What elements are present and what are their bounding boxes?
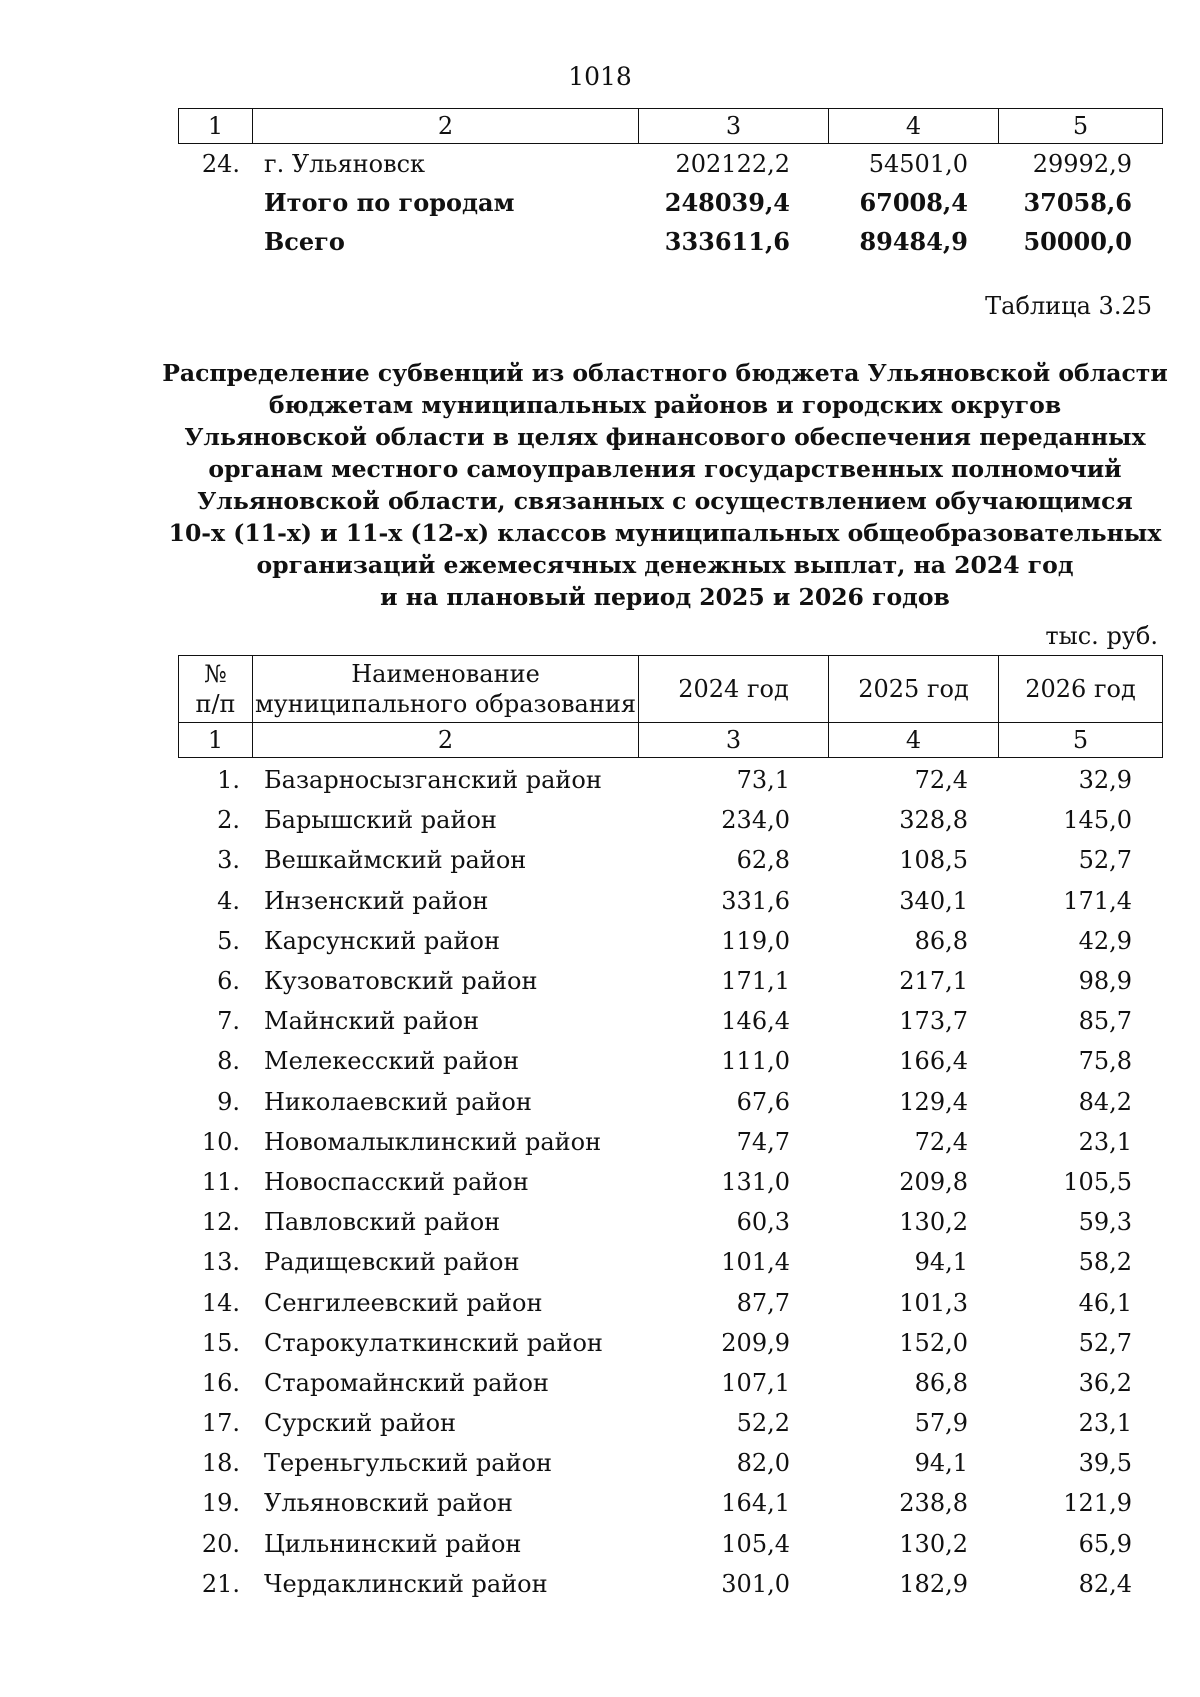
- row-name: Вешкаймский район: [264, 846, 527, 875]
- row-index: 5.: [217, 926, 240, 955]
- value-2025: 328,8: [899, 806, 968, 835]
- value-2025: 129,4: [899, 1087, 968, 1116]
- row-index: 9.: [217, 1087, 240, 1116]
- value-2026: 171,4: [1063, 886, 1132, 915]
- row-name: Старомайнский район: [264, 1368, 549, 1397]
- value-2025: 130,2: [899, 1208, 968, 1237]
- value-2026: 46,1: [1078, 1288, 1132, 1317]
- row-name: Сурский район: [264, 1409, 457, 1438]
- row-name: Всего: [264, 227, 345, 256]
- value-2026: 52,7: [1078, 1328, 1132, 1357]
- value-2026: 58,2: [1078, 1248, 1132, 1277]
- table-row: [178, 1202, 1162, 1242]
- table-row: [178, 921, 1162, 961]
- table-row: [178, 1443, 1162, 1483]
- row-name: г. Ульяновск: [264, 149, 426, 178]
- value-2025: 130,2: [899, 1529, 968, 1558]
- table-row: [178, 1162, 1162, 1202]
- value-2026: 84,2: [1078, 1087, 1132, 1116]
- value-2026: 52,7: [1078, 846, 1132, 875]
- table-row: [178, 1363, 1162, 1403]
- value-2026: 37058,6: [1023, 188, 1132, 217]
- row-index: [178, 222, 252, 261]
- col-number: 3: [639, 723, 829, 758]
- table-row: [178, 1282, 1162, 1322]
- value-2024: 82,0: [736, 1449, 790, 1478]
- value-2024: 333611,6: [664, 227, 790, 256]
- main-table-body: [178, 760, 1162, 1604]
- table-row: [178, 1403, 1162, 1443]
- row-index: 17.: [201, 1409, 240, 1438]
- header-name: [253, 656, 639, 723]
- header-2026: 2026 год: [999, 656, 1163, 723]
- row-index: 20.: [201, 1529, 240, 1558]
- value-2026: 29992,9: [1032, 149, 1132, 178]
- main-table-header-row: [179, 656, 1163, 723]
- value-2026: 23,1: [1078, 1127, 1132, 1156]
- value-2026: 50000,0: [1023, 227, 1132, 256]
- value-2025: 72,4: [914, 1127, 968, 1156]
- table-row: [178, 1483, 1162, 1523]
- value-2024: 107,1: [721, 1368, 790, 1397]
- prev-table-col-numbers: [179, 109, 1163, 144]
- main-table-header: [178, 655, 1163, 758]
- row-name: Карсунский район: [264, 926, 500, 955]
- main-table-col-numbers: [179, 723, 1163, 758]
- row-index: 24.: [201, 149, 240, 178]
- title-line: 10-х (11-х) и 11-х (12-х) классов муниципальных общеобразовательных: [168, 519, 1162, 547]
- value-2025: 166,4: [899, 1047, 968, 1076]
- prev-table-row: [178, 222, 1162, 261]
- value-2024: 101,4: [721, 1248, 790, 1277]
- header-name-line1: Наименование: [351, 660, 540, 688]
- col-number: 5: [999, 109, 1163, 144]
- value-2024: 74,7: [736, 1127, 790, 1156]
- row-index: 12.: [201, 1208, 240, 1237]
- page-number: 1018: [568, 62, 632, 91]
- value-2026: 85,7: [1078, 1007, 1132, 1036]
- col-number: 2: [253, 723, 639, 758]
- value-2024: 146,4: [721, 1007, 790, 1036]
- value-2026: 121,9: [1063, 1489, 1132, 1518]
- value-2026: 65,9: [1078, 1529, 1132, 1558]
- table-row: [178, 1524, 1162, 1564]
- value-2025: 67008,4: [859, 188, 968, 217]
- row-index: 18.: [201, 1449, 240, 1478]
- value-2024: 73,1: [736, 766, 790, 795]
- row-name: Павловский район: [264, 1208, 501, 1237]
- row-name: Николаевский район: [264, 1087, 532, 1116]
- title-line: и на плановый период 2025 и 2026 годов: [380, 583, 950, 611]
- row-index: 11.: [201, 1167, 240, 1196]
- table-row: [178, 961, 1162, 1001]
- value-2024: 131,0: [721, 1167, 790, 1196]
- table-row: [178, 1001, 1162, 1041]
- table-row: [178, 1041, 1162, 1081]
- col-number: 2: [253, 109, 639, 144]
- col-number: 5: [999, 723, 1163, 758]
- value-2025: 86,8: [914, 1368, 968, 1397]
- value-2025: 86,8: [914, 926, 968, 955]
- row-name: Чердаклинский район: [264, 1569, 548, 1598]
- col-number: 4: [829, 109, 999, 144]
- row-name: Базарносызганский район: [264, 766, 602, 795]
- col-number: 1: [179, 723, 253, 758]
- col-number: 4: [829, 723, 999, 758]
- value-2024: 87,7: [736, 1288, 790, 1317]
- value-2024: 234,0: [721, 806, 790, 835]
- header-2025: 2025 год: [829, 656, 999, 723]
- value-2024: 67,6: [736, 1087, 790, 1116]
- row-name: Мелекесский район: [264, 1047, 520, 1076]
- row-index: 6.: [217, 967, 240, 996]
- row-index: 4.: [217, 886, 240, 915]
- table-row: [178, 1082, 1162, 1122]
- value-2025: 173,7: [899, 1007, 968, 1036]
- col-number: 3: [639, 109, 829, 144]
- value-2025: 238,8: [899, 1489, 968, 1518]
- row-name: Итого по городам: [264, 188, 515, 217]
- value-2025: 209,8: [899, 1167, 968, 1196]
- title-line: Распределение субвенций из областного бюджета Ульяновской области: [162, 359, 1168, 387]
- value-2025: 94,1: [914, 1248, 968, 1277]
- row-name: Майнский район: [264, 1007, 480, 1036]
- value-2026: 105,5: [1063, 1167, 1132, 1196]
- row-index: 21.: [201, 1569, 240, 1598]
- row-name: Старокулаткинский район: [264, 1328, 603, 1357]
- value-2026: 23,1: [1078, 1409, 1132, 1438]
- title-line: Ульяновской области, связанных с осуществлением обучающимся: [197, 487, 1133, 515]
- row-name: Радищевский район: [264, 1248, 520, 1277]
- prev-table-body: [178, 144, 1162, 261]
- row-name: Сенгилеевский район: [264, 1288, 543, 1317]
- value-2026: 98,9: [1078, 967, 1132, 996]
- header-number-line1: №: [204, 660, 227, 688]
- title-line: Ульяновской области в целях финансового обеспечения переданных: [184, 423, 1146, 451]
- value-2026: 82,4: [1078, 1569, 1132, 1598]
- prev-table-header: [178, 108, 1163, 144]
- value-2025: 54501,0: [868, 149, 968, 178]
- table-title: [160, 357, 1170, 613]
- row-name: Барышский район: [264, 806, 497, 835]
- value-2026: 145,0: [1063, 806, 1132, 835]
- value-2026: 75,8: [1078, 1047, 1132, 1076]
- header-number: [179, 656, 253, 723]
- row-name: Новоспасский район: [264, 1167, 529, 1196]
- value-2025: 340,1: [899, 886, 968, 915]
- value-2026: 39,5: [1078, 1449, 1132, 1478]
- value-2024: 111,0: [721, 1047, 790, 1076]
- header-2024: 2024 год: [639, 656, 829, 723]
- value-2024: 105,4: [721, 1529, 790, 1558]
- row-index: 8.: [217, 1047, 240, 1076]
- row-name: Новомалыклинский район: [264, 1127, 602, 1156]
- title-line: организаций ежемесячных денежных выплат, на 2024 год: [256, 551, 1074, 579]
- value-2024: 119,0: [721, 926, 790, 955]
- row-name: Ульяновский район: [264, 1489, 513, 1518]
- value-2024: 62,8: [736, 846, 790, 875]
- value-2024: 202122,2: [675, 149, 790, 178]
- table-row: [178, 881, 1162, 921]
- value-2025: 72,4: [914, 766, 968, 795]
- value-2025: 108,5: [899, 846, 968, 875]
- row-index: 7.: [217, 1007, 240, 1036]
- value-2024: 52,2: [736, 1409, 790, 1438]
- value-2026: 42,9: [1078, 926, 1132, 955]
- header-name-line2: муниципального образования: [255, 690, 636, 718]
- row-name: Тереньгульский район: [264, 1449, 553, 1478]
- value-2024: 248039,4: [664, 188, 790, 217]
- table-row: [178, 760, 1162, 800]
- row-index: 2.: [217, 806, 240, 835]
- table-row: [178, 1323, 1162, 1363]
- row-index: 15.: [201, 1328, 240, 1357]
- value-2026: 59,3: [1078, 1208, 1132, 1237]
- value-2024: 60,3: [736, 1208, 790, 1237]
- col-number: 1: [179, 109, 253, 144]
- row-name: Цильнинский район: [264, 1529, 522, 1558]
- value-2024: 171,1: [721, 967, 790, 996]
- row-name: Инзенский район: [264, 886, 489, 915]
- value-2025: 217,1: [899, 967, 968, 996]
- value-2026: 36,2: [1078, 1368, 1132, 1397]
- unit-label: тыс. руб.: [1045, 622, 1158, 650]
- value-2024: 331,6: [721, 886, 790, 915]
- value-2024: 164,1: [721, 1489, 790, 1518]
- row-index: 3.: [217, 846, 240, 875]
- row-name: Кузоватовский район: [264, 967, 538, 996]
- row-index: 14.: [201, 1288, 240, 1317]
- row-index: 16.: [201, 1368, 240, 1397]
- prev-table-row: [178, 183, 1162, 222]
- title-line: органам местного самоуправления государственных полномочий: [208, 455, 1122, 483]
- table-row: [178, 1122, 1162, 1162]
- value-2024: 209,9: [721, 1328, 790, 1357]
- value-2026: 32,9: [1078, 766, 1132, 795]
- value-2024: 301,0: [721, 1569, 790, 1598]
- title-line: бюджетам муниципальных районов и городских округов: [268, 391, 1062, 419]
- row-index: 10.: [201, 1127, 240, 1156]
- table-row: [178, 800, 1162, 840]
- table-row: [178, 1242, 1162, 1282]
- row-index: 1.: [217, 766, 240, 795]
- table-label: Таблица 3.25: [985, 292, 1152, 320]
- value-2025: 182,9: [899, 1569, 968, 1598]
- header-number-line2: п/п: [195, 690, 236, 718]
- row-index: [178, 183, 252, 222]
- value-2025: 152,0: [899, 1328, 968, 1357]
- row-index: 19.: [201, 1489, 240, 1518]
- value-2025: 89484,9: [859, 227, 968, 256]
- table-row: [178, 1564, 1162, 1604]
- row-index: 13.: [201, 1248, 240, 1277]
- value-2025: 94,1: [914, 1449, 968, 1478]
- value-2025: 101,3: [899, 1288, 968, 1317]
- table-row: [178, 840, 1162, 880]
- value-2025: 57,9: [914, 1409, 968, 1438]
- prev-table-row: [178, 144, 1162, 183]
